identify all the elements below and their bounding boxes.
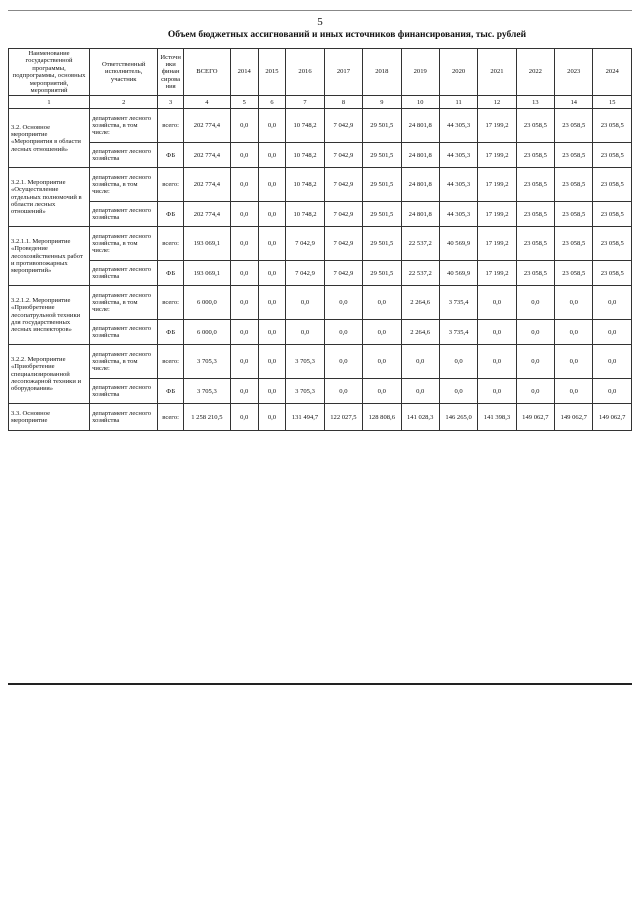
row-source: всего: xyxy=(158,168,184,202)
row-value: 23 058,5 xyxy=(593,202,632,227)
row-value: 17 199,2 xyxy=(478,227,516,261)
header-year: 2016 xyxy=(286,49,324,96)
row-value: 22 537,2 xyxy=(401,227,439,261)
row-value: 0,0 xyxy=(230,202,258,227)
row-source: всего: xyxy=(158,227,184,261)
table-row xyxy=(9,227,632,261)
row-total: 1 258 210,5 xyxy=(183,404,230,431)
row-value: 0,0 xyxy=(286,320,324,345)
row-value: 29 501,5 xyxy=(363,109,401,143)
row-source: ФБ xyxy=(158,379,184,404)
row-value: 7 042,9 xyxy=(324,168,362,202)
column-number: 10 xyxy=(401,96,439,109)
financing-table xyxy=(8,48,632,431)
row-value: 0,0 xyxy=(516,345,554,379)
row-value: 2 264,6 xyxy=(401,286,439,320)
row-value: 0,0 xyxy=(258,109,286,143)
row-value: 44 305,3 xyxy=(439,109,477,143)
row-value: 3 735,4 xyxy=(439,320,477,345)
row-total: 6 000,0 xyxy=(183,320,230,345)
column-number-row xyxy=(9,96,632,109)
row-value: 29 501,5 xyxy=(363,143,401,168)
row-value: 29 501,5 xyxy=(363,202,401,227)
row-value: 0,0 xyxy=(516,286,554,320)
column-number: 15 xyxy=(593,96,632,109)
row-total: 3 705,3 xyxy=(183,379,230,404)
row-name: 3.2.1.1. Мероприятие «Проведение лесохозяйственных работ и противопожарных мероприятий» xyxy=(9,227,90,286)
row-value: 149 062,7 xyxy=(555,404,593,431)
header-name: Наименование государственной программы, подпрограммы, основных мероприятий, мероприятий xyxy=(9,49,90,96)
row-value: 0,0 xyxy=(324,286,362,320)
table-row xyxy=(9,379,632,404)
row-value: 23 058,5 xyxy=(516,227,554,261)
row-value: 0,0 xyxy=(593,379,632,404)
row-value: 0,0 xyxy=(258,168,286,202)
row-value: 122 027,5 xyxy=(324,404,362,431)
row-value: 29 501,5 xyxy=(363,261,401,286)
row-value: 3 705,3 xyxy=(286,379,324,404)
column-number: 1 xyxy=(9,96,90,109)
top-rule xyxy=(8,10,632,11)
row-value: 0,0 xyxy=(230,109,258,143)
row-name: 3.2. Основное мероприятие «Мероприятия в области лесных отношений» xyxy=(9,109,90,168)
row-value: 23 058,5 xyxy=(593,143,632,168)
row-value: 141 028,3 xyxy=(401,404,439,431)
row-value: 0,0 xyxy=(258,404,286,431)
row-value: 7 042,9 xyxy=(324,143,362,168)
row-value: 0,0 xyxy=(478,286,516,320)
row-value: 23 058,5 xyxy=(516,202,554,227)
row-source: всего: xyxy=(158,109,184,143)
row-executor: департамент лесного хозяйства xyxy=(90,379,158,404)
row-value: 2 264,6 xyxy=(401,320,439,345)
row-value: 29 501,5 xyxy=(363,227,401,261)
column-number: 8 xyxy=(324,96,362,109)
row-value: 0,0 xyxy=(258,286,286,320)
row-total: 202 774,4 xyxy=(183,109,230,143)
row-value: 0,0 xyxy=(258,345,286,379)
row-total: 6 000,0 xyxy=(183,286,230,320)
column-number: 11 xyxy=(439,96,477,109)
header-year: 2022 xyxy=(516,49,554,96)
bottom-rule xyxy=(8,683,632,685)
row-value: 0,0 xyxy=(439,345,477,379)
row-name: 3.2.1. Мероприятие «Осуществление отдельных полномочий в области лесных отношений» xyxy=(9,168,90,227)
row-value: 0,0 xyxy=(258,202,286,227)
row-executor: департамент лесного хозяйства xyxy=(90,320,158,345)
row-value: 0,0 xyxy=(324,345,362,379)
header-year: 2020 xyxy=(439,49,477,96)
row-executor: департамент лесного хозяйства, в том числе: xyxy=(90,286,158,320)
table-caption: Объем бюджетных ассигнований и иных источников финансирования, тыс. рублей xyxy=(167,30,527,40)
row-value: 3 735,4 xyxy=(439,286,477,320)
row-value: 0,0 xyxy=(363,379,401,404)
row-value: 23 058,5 xyxy=(555,143,593,168)
row-value: 149 062,7 xyxy=(593,404,632,431)
row-total: 202 774,4 xyxy=(183,143,230,168)
row-value: 10 748,2 xyxy=(286,202,324,227)
row-executor: департамент лесного хозяйства xyxy=(90,202,158,227)
column-number: 2 xyxy=(90,96,158,109)
table-row xyxy=(9,320,632,345)
row-value: 0,0 xyxy=(478,320,516,345)
row-name: 3.3. Основное мероприятие xyxy=(9,404,90,431)
row-value: 3 705,3 xyxy=(286,345,324,379)
row-value: 10 748,2 xyxy=(286,168,324,202)
row-value: 0,0 xyxy=(555,286,593,320)
row-value: 23 058,5 xyxy=(555,168,593,202)
row-value: 0,0 xyxy=(555,320,593,345)
row-name: 3.2.1.2. Мероприятие «Приобретение лесопатрульной техники для государственных лесных инспекторов» xyxy=(9,286,90,345)
row-value: 17 199,2 xyxy=(478,168,516,202)
column-number: 6 xyxy=(258,96,286,109)
row-value: 23 058,5 xyxy=(516,168,554,202)
row-executor: департамент лесного хозяйства xyxy=(90,261,158,286)
row-value: 0,0 xyxy=(324,379,362,404)
column-number: 4 xyxy=(183,96,230,109)
header-row xyxy=(9,49,632,96)
row-value: 40 569,9 xyxy=(439,227,477,261)
row-value: 0,0 xyxy=(516,320,554,345)
row-value: 149 062,7 xyxy=(516,404,554,431)
row-value: 24 801,8 xyxy=(401,202,439,227)
table-row xyxy=(9,202,632,227)
row-value: 0,0 xyxy=(258,261,286,286)
row-value: 40 569,9 xyxy=(439,261,477,286)
row-value: 23 058,5 xyxy=(516,109,554,143)
row-value: 0,0 xyxy=(230,261,258,286)
row-value: 0,0 xyxy=(230,345,258,379)
header-year: 2018 xyxy=(363,49,401,96)
row-value: 23 058,5 xyxy=(593,227,632,261)
row-value: 0,0 xyxy=(258,227,286,261)
row-value: 146 265,0 xyxy=(439,404,477,431)
row-value: 0,0 xyxy=(324,320,362,345)
row-value: 17 199,2 xyxy=(478,202,516,227)
row-total: 193 069,1 xyxy=(183,261,230,286)
page-number: 5 xyxy=(317,16,323,28)
row-value: 23 058,5 xyxy=(555,261,593,286)
row-value: 29 501,5 xyxy=(363,168,401,202)
row-value: 0,0 xyxy=(286,286,324,320)
row-value: 0,0 xyxy=(593,320,632,345)
row-value: 0,0 xyxy=(478,345,516,379)
row-source: ФБ xyxy=(158,320,184,345)
row-total: 202 774,4 xyxy=(183,202,230,227)
row-value: 0,0 xyxy=(363,286,401,320)
header-total: ВСЕГО xyxy=(183,49,230,96)
row-total: 3 705,3 xyxy=(183,345,230,379)
row-value: 0,0 xyxy=(258,320,286,345)
row-value: 24 801,8 xyxy=(401,109,439,143)
row-value: 17 199,2 xyxy=(478,143,516,168)
row-value: 0,0 xyxy=(593,286,632,320)
row-value: 17 199,2 xyxy=(478,261,516,286)
column-number: 14 xyxy=(555,96,593,109)
column-number: 13 xyxy=(516,96,554,109)
row-value: 0,0 xyxy=(363,320,401,345)
header-source: Источники финансирования xyxy=(158,49,184,96)
row-value: 128 808,6 xyxy=(363,404,401,431)
column-number: 5 xyxy=(230,96,258,109)
row-value: 44 305,3 xyxy=(439,168,477,202)
column-number: 9 xyxy=(363,96,401,109)
row-source: всего: xyxy=(158,404,184,431)
row-value: 7 042,9 xyxy=(324,261,362,286)
row-name: 3.2.2. Мероприятие «Приобретение специализированной лесопожарной техники и оборудования» xyxy=(9,345,90,404)
header-year: 2014 xyxy=(230,49,258,96)
header-year: 2023 xyxy=(555,49,593,96)
row-value: 0,0 xyxy=(516,379,554,404)
table-row xyxy=(9,345,632,379)
table-row xyxy=(9,404,632,431)
row-value: 23 058,5 xyxy=(593,261,632,286)
table-row xyxy=(9,168,632,202)
row-executor: департамент лесного хозяйства, в том числе: xyxy=(90,345,158,379)
row-value: 0,0 xyxy=(555,345,593,379)
table-row xyxy=(9,109,632,143)
row-source: ФБ xyxy=(158,143,184,168)
row-executor: департамент лесного хозяйства xyxy=(90,404,158,431)
row-value: 0,0 xyxy=(555,379,593,404)
row-value: 7 042,9 xyxy=(286,227,324,261)
row-value: 0,0 xyxy=(258,143,286,168)
header-year: 2021 xyxy=(478,49,516,96)
row-value: 23 058,5 xyxy=(555,109,593,143)
row-total: 193 069,1 xyxy=(183,227,230,261)
row-value: 0,0 xyxy=(363,345,401,379)
row-executor: департамент лесного хозяйства, в том числе: xyxy=(90,168,158,202)
row-executor: департамент лесного хозяйства xyxy=(90,143,158,168)
row-value: 10 748,2 xyxy=(286,143,324,168)
row-value: 23 058,5 xyxy=(593,109,632,143)
row-executor: департамент лесного хозяйства, в том числе: xyxy=(90,227,158,261)
row-value: 23 058,5 xyxy=(555,202,593,227)
row-value: 23 058,5 xyxy=(516,143,554,168)
row-value: 23 058,5 xyxy=(593,168,632,202)
row-value: 0,0 xyxy=(258,379,286,404)
row-value: 0,0 xyxy=(401,345,439,379)
row-source: ФБ xyxy=(158,202,184,227)
table-row xyxy=(9,143,632,168)
row-value: 0,0 xyxy=(593,345,632,379)
row-value: 0,0 xyxy=(230,379,258,404)
row-total: 202 774,4 xyxy=(183,168,230,202)
row-value: 0,0 xyxy=(230,168,258,202)
header-year: 2015 xyxy=(258,49,286,96)
table-row xyxy=(9,261,632,286)
row-value: 0,0 xyxy=(230,143,258,168)
row-value: 23 058,5 xyxy=(516,261,554,286)
row-value: 7 042,9 xyxy=(324,202,362,227)
row-value: 0,0 xyxy=(230,404,258,431)
row-value: 10 748,2 xyxy=(286,109,324,143)
header-executor: Ответственный исполнитель, участник xyxy=(90,49,158,96)
row-value: 0,0 xyxy=(478,379,516,404)
column-number: 3 xyxy=(158,96,184,109)
row-value: 0,0 xyxy=(230,286,258,320)
row-executor: департамент лесного хозяйства, в том числе: xyxy=(90,109,158,143)
header-year: 2019 xyxy=(401,49,439,96)
table-row xyxy=(9,286,632,320)
row-value: 7 042,9 xyxy=(324,227,362,261)
row-source: всего: xyxy=(158,345,184,379)
row-value: 0,0 xyxy=(401,379,439,404)
row-source: всего: xyxy=(158,286,184,320)
row-value: 24 801,8 xyxy=(401,143,439,168)
row-value: 141 398,3 xyxy=(478,404,516,431)
column-number: 7 xyxy=(286,96,324,109)
row-value: 131 494,7 xyxy=(286,404,324,431)
header-year: 2024 xyxy=(593,49,632,96)
row-value: 7 042,9 xyxy=(324,109,362,143)
row-value: 22 537,2 xyxy=(401,261,439,286)
row-value: 0,0 xyxy=(230,227,258,261)
row-source: ФБ xyxy=(158,261,184,286)
header-year: 2017 xyxy=(324,49,362,96)
row-value: 44 305,3 xyxy=(439,202,477,227)
row-value: 24 801,8 xyxy=(401,168,439,202)
row-value: 17 199,2 xyxy=(478,109,516,143)
row-value: 23 058,5 xyxy=(555,227,593,261)
row-value: 7 042,9 xyxy=(286,261,324,286)
row-value: 0,0 xyxy=(230,320,258,345)
row-value: 0,0 xyxy=(439,379,477,404)
row-value: 44 305,3 xyxy=(439,143,477,168)
column-number: 12 xyxy=(478,96,516,109)
